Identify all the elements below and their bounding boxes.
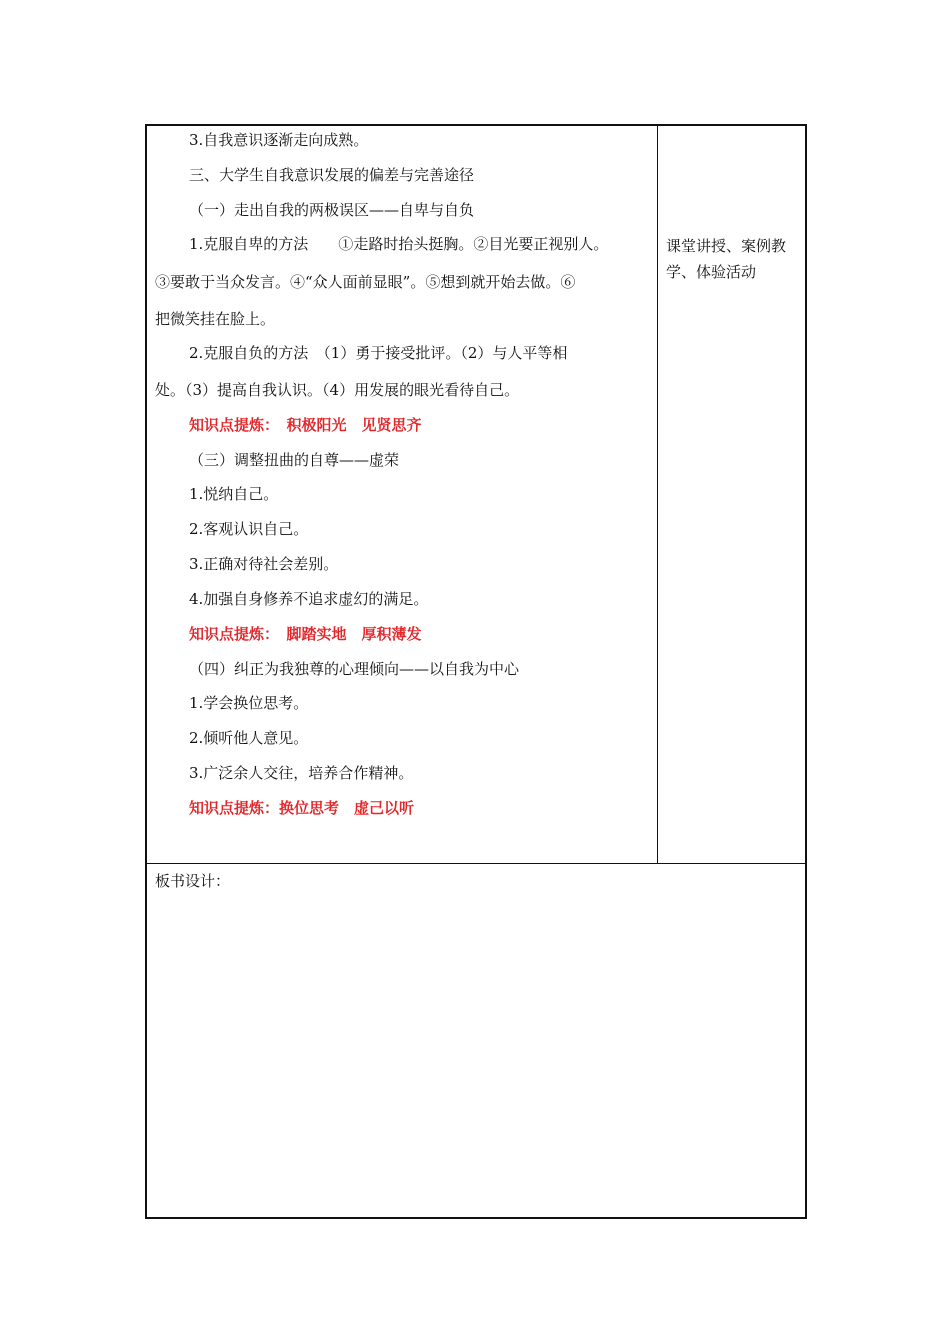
content-cell — [147, 126, 658, 863]
board-design-row — [147, 864, 805, 1219]
text-line: 2.客观认识自己。 — [189, 520, 309, 538]
text-line: 1.悦纳自己。 — [189, 485, 279, 503]
text-line: 2.倾听他人意见。 — [189, 729, 309, 747]
subsection-heading: （一）走出自我的两极误区——自卑与自负 — [189, 201, 475, 219]
subsection-heading: （四）纠正为我独尊的心理倾向——以自我为中心 — [189, 660, 520, 678]
text-line: 2.克服自负的方法 （1）勇于接受批评。（2）与人平等相 — [189, 344, 568, 362]
text-line: 3.广泛余人交往，培养合作精神。 — [189, 764, 414, 782]
text-line: 3.自我意识逐渐走向成熟。 — [189, 131, 369, 149]
section-heading: 三、大学生自我意识发展的偏差与完善途径 — [189, 166, 475, 184]
text-line: ③要敢于当众发言。④“众人面前显眼”。⑤想到就开始去做。⑥ — [155, 273, 576, 291]
text-line: 1.克服自卑的方法 ①走路时抬头挺胸。②目光要正视别人。 — [189, 235, 609, 253]
key-point-summary: 知识点提炼： 脚踏实地 厚积薄发 — [189, 625, 422, 643]
text-line: 1.学会换位思考。 — [189, 694, 309, 712]
lesson-table — [145, 124, 807, 1219]
text-line: 3.正确对待社会差别。 — [189, 555, 339, 573]
text-line: 4.加强自身修养不追求虚幻的满足。 — [189, 590, 429, 608]
key-point-summary: 知识点提炼：换位思考 虚己以听 — [189, 799, 415, 817]
subsection-heading: （三）调整扭曲的自尊——虚荣 — [189, 451, 400, 469]
key-point-summary: 知识点提炼： 积极阳光 见贤思齐 — [189, 416, 422, 434]
board-design-label: 板书设计： — [155, 872, 231, 890]
text-line: 处。（3）提高自我认识。（4）用发展的眼光看待自己。 — [155, 381, 520, 399]
teaching-methods: 课堂讲授、案例教学、体验活动 — [666, 237, 787, 281]
text-line: 把微笑挂在脸上。 — [155, 310, 276, 328]
method-cell — [658, 126, 807, 863]
content-row — [147, 126, 805, 864]
